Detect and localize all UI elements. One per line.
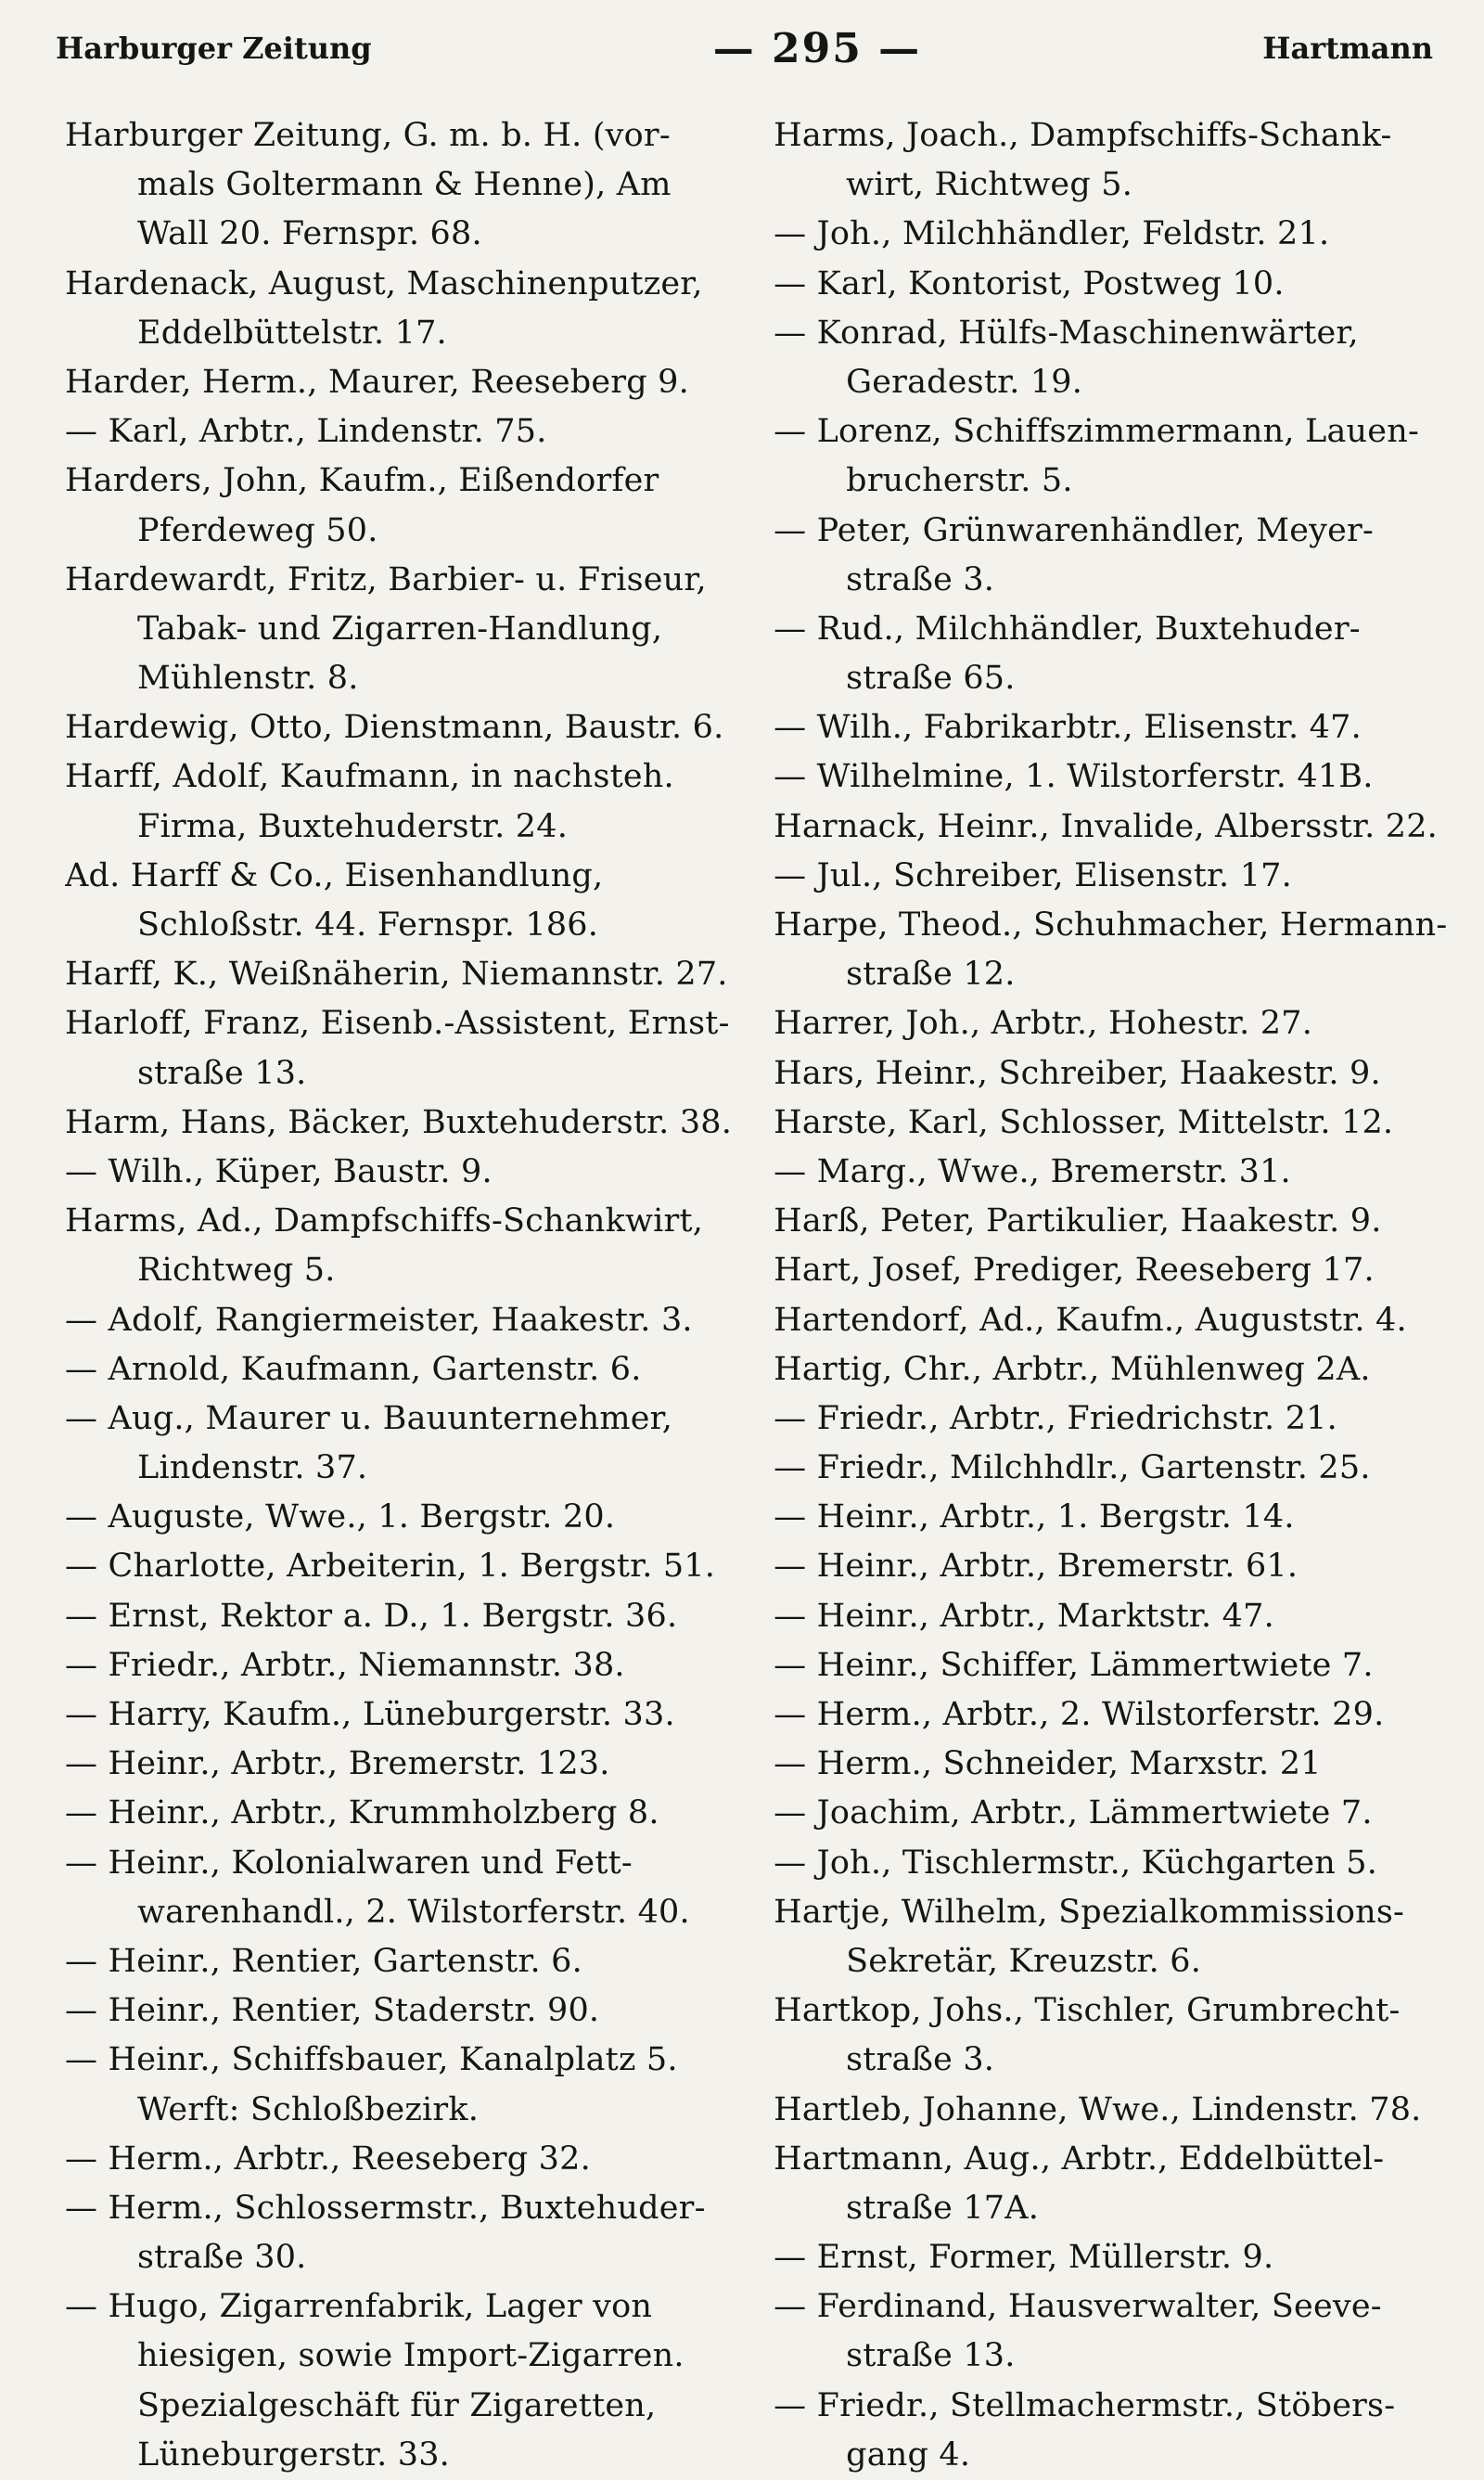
directory-entry-line: Harders, John, Kaufm., Eißendorfer <box>65 462 659 500</box>
directory-entry-line: — Heinr., Rentier, Staderstr. 90. <box>65 1992 600 2030</box>
directory-entry-line: Hartig, Chr., Arbtr., Mühlenweg 2A. <box>774 1350 1371 1388</box>
directory-entry-line: — Friedr., Arbtr., Niemannstr. 38. <box>65 1646 625 1684</box>
directory-entry-line: Spezialgeschäft für Zigaretten, <box>137 2386 657 2424</box>
directory-entry-line: — Herm., Schneider, Marxstr. 21 <box>774 1745 1322 1783</box>
directory-entry-line: — Heinr., Rentier, Gartenstr. 6. <box>65 1942 582 1980</box>
directory-entry-line: Harm, Hans, Bäcker, Buxtehuderstr. 38. <box>65 1103 733 1141</box>
directory-entry-line: Harpe, Theod., Schuhmacher, Hermann- <box>774 906 1448 944</box>
directory-entry-line: Hartkop, Johs., Tischler, Grumbrecht- <box>774 1992 1401 2030</box>
directory-entry-line: Harß, Peter, Partikulier, Haakestr. 9. <box>774 1202 1382 1240</box>
directory-entry-line: Mühlenstr. 8. <box>137 660 359 698</box>
directory-entry-line: wirt, Richtweg 5. <box>846 166 1133 204</box>
directory-entry-line: Pferdeweg 50. <box>137 511 378 549</box>
directory-entry-line: — Friedr., Milchhdlr., Gartenstr. 25. <box>774 1449 1371 1487</box>
directory-entry-line: straße 65. <box>846 660 1016 698</box>
directory-entry-line: Firma, Buxtehuderstr. 24. <box>137 807 569 845</box>
directory-entry-line: — Heinr., Arbtr., Marktstr. 47. <box>774 1597 1274 1635</box>
directory-entry-line: — Konrad, Hülfs-Maschinenwärter, <box>774 314 1359 352</box>
directory-entry-line: mals Goltermann & Henne), Am <box>137 166 672 204</box>
directory-entry-line: Hartendorf, Ad., Kaufm., Auguststr. 4. <box>774 1301 1407 1339</box>
directory-entry-line: — Wilhelmine, 1. Wilstorferstr. 41B. <box>774 758 1374 796</box>
directory-entry-line: — Heinr., Arbtr., 1. Bergstr. 14. <box>774 1498 1295 1536</box>
directory-entry-line: — Heinr., Arbtr., Krummholzberg 8. <box>65 1794 659 1832</box>
directory-entry-line: Harburger Zeitung, G. m. b. H. (vor- <box>65 117 671 154</box>
directory-entry-line: — Joachim, Arbtr., Lämmertwiete 7. <box>774 1794 1373 1832</box>
directory-entry-line: — Heinr., Schiffsbauer, Kanalplatz 5. <box>65 2041 678 2079</box>
directory-entry-line: Hardewig, Otto, Dienstmann, Baustr. 6. <box>65 709 724 747</box>
directory-entry-line: — Karl, Arbtr., Lindenstr. 75. <box>65 413 547 451</box>
directory-entry-line: Sekretär, Kreuzstr. 6. <box>846 1942 1202 1980</box>
directory-entry-line: — Heinr., Arbtr., Bremerstr. 123. <box>65 1745 610 1783</box>
directory-entry-line: — Heinr., Kolonialwaren und Fett- <box>65 1844 633 1882</box>
directory-entry-line: — Heinr., Arbtr., Bremerstr. 61. <box>774 1548 1298 1586</box>
header-right-catchword: Hartmann <box>1262 31 1433 66</box>
directory-entry-line: Richtweg 5. <box>137 1252 336 1290</box>
directory-entry-line: Lindenstr. 37. <box>137 1449 368 1487</box>
directory-entry-line: Werft: Schloßbezirk. <box>137 2090 480 2128</box>
directory-entry-line: Ad. Harff & Co., Eisenhandlung, <box>65 856 604 894</box>
running-header <box>56 20 1433 76</box>
directory-entry-line: — Auguste, Wwe., 1. Bergstr. 20. <box>65 1498 616 1536</box>
directory-entry-line: — Wilh., Küper, Baustr. 9. <box>65 1152 493 1190</box>
directory-entry-line: — Lorenz, Schiffszimmermann, Lauen- <box>774 413 1419 451</box>
directory-entry-line: — Marg., Wwe., Bremerstr. 31. <box>774 1152 1291 1190</box>
directory-entry-line: Hardewardt, Fritz, Barbier- u. Friseur, <box>65 560 707 598</box>
entry-columns <box>65 111 1448 2474</box>
left-column <box>65 111 755 2474</box>
directory-entry-line: Tabak- und Zigarren-Handlung, <box>137 610 663 648</box>
directory-entry-line: — Joh., Milchhändler, Feldstr. 21. <box>774 215 1330 253</box>
directory-entry-line: Geradestr. 19. <box>846 363 1083 401</box>
directory-entry-line: Harnack, Heinr., Invalide, Albersstr. 22. <box>774 807 1438 845</box>
directory-entry-line: Eddelbüttelstr. 17. <box>137 314 447 352</box>
directory-entry-line: — Friedr., Arbtr., Friedrichstr. 21. <box>774 1399 1337 1437</box>
directory-entry-line: Hart, Josef, Prediger, Reeseberg 17. <box>774 1252 1375 1290</box>
directory-entry-line: — Arnold, Kaufmann, Gartenstr. 6. <box>65 1350 642 1388</box>
directory-entry-line: — Herm., Arbtr., Reeseberg 32. <box>65 2139 591 2178</box>
right-column <box>774 111 1448 2474</box>
directory-entry-line: — Heinr., Schiffer, Lämmertwiete 7. <box>774 1646 1374 1684</box>
directory-entry-line: Hartleb, Johanne, Wwe., Lindenstr. 78. <box>774 2090 1422 2128</box>
directory-entry-line: Harms, Joach., Dampfschiffs-Schank- <box>774 117 1392 154</box>
directory-entry-line: — Hugo, Zigarrenfabrik, Lager von <box>65 2288 653 2326</box>
directory-entry-line: straße 12. <box>846 956 1016 994</box>
directory-entry-line: — Joh., Tischlermstr., Küchgarten 5. <box>774 1844 1378 1882</box>
directory-entry-line: — Harry, Kaufm., Lüneburgerstr. 33. <box>65 1696 675 1733</box>
directory-entry-line: gang 4. <box>846 2435 971 2474</box>
directory-entry-line: — Wilh., Fabrikarbtr., Elisenstr. 47. <box>774 709 1362 747</box>
directory-entry-line: brucherstr. 5. <box>846 462 1073 500</box>
directory-entry-line: Lüneburgerstr. 33. <box>137 2435 450 2474</box>
directory-entry-line: — Friedr., Stellmachermstr., Stöbers- <box>774 2386 1396 2424</box>
directory-entry-line: — Herm., Schlossermstr., Buxtehuder- <box>65 2189 706 2227</box>
directory-entry-line: — Aug., Maurer u. Bauunternehmer, <box>65 1399 673 1437</box>
directory-entry-line: — Jul., Schreiber, Elisenstr. 17. <box>774 856 1292 894</box>
directory-entry-line: — Peter, Grünwarenhändler, Meyer- <box>774 511 1374 549</box>
directory-entry-line: Hartmann, Aug., Arbtr., Eddelbüttel- <box>774 2139 1385 2178</box>
directory-entry-line: — Herm., Arbtr., 2. Wilstorferstr. 29. <box>774 1696 1385 1733</box>
directory-entry-line: Hardenack, August, Maschinenputzer, <box>65 264 703 302</box>
directory-entry-line: Schloßstr. 44. Fernspr. 186. <box>137 906 599 944</box>
directory-entry-line: straße 13. <box>846 2337 1016 2375</box>
directory-entry-line: — Ernst, Former, Müllerstr. 9. <box>774 2239 1274 2277</box>
directory-entry-line: hiesigen, sowie Import-Zigarren. <box>137 2337 684 2375</box>
directory-entry-line: — Karl, Kontorist, Postweg 10. <box>774 264 1285 302</box>
header-left-catchword: Harburger Zeitung <box>56 31 372 66</box>
directory-entry-line: — Rud., Milchhändler, Buxtehuder- <box>774 610 1361 648</box>
directory-entry-line: Harff, Adolf, Kaufmann, in nachsteh. <box>65 758 674 796</box>
directory-entry-line: Harloff, Franz, Eisenb.-Assistent, Ernst- <box>65 1005 730 1043</box>
directory-entry-line: Hars, Heinr., Schreiber, Haakestr. 9. <box>774 1054 1381 1092</box>
directory-entry-line: — Ferdinand, Hausverwalter, Seeve- <box>774 2288 1382 2326</box>
directory-entry-line: Harms, Ad., Dampfschiffs-Schankwirt, <box>65 1202 704 1240</box>
directory-entry-line: Hartje, Wilhelm, Spezialkommissions- <box>774 1893 1405 1931</box>
directory-entry-line: — Adolf, Rangiermeister, Haakestr. 3. <box>65 1301 693 1339</box>
directory-entry-line: Wall 20. Fernspr. 68. <box>137 215 482 253</box>
directory-entry-line: Harste, Karl, Schlosser, Mittelstr. 12. <box>774 1103 1394 1141</box>
directory-entry-line: straße 3. <box>846 560 995 598</box>
directory-entry-line: — Ernst, Rektor a. D., 1. Bergstr. 36. <box>65 1597 678 1635</box>
directory-entry-line: Harder, Herm., Maurer, Reeseberg 9. <box>65 363 689 401</box>
page-number: — 295 — <box>712 24 922 72</box>
directory-entry-line: — Charlotte, Arbeiterin, 1. Bergstr. 51. <box>65 1548 716 1586</box>
directory-entry-line: straße 30. <box>137 2239 307 2277</box>
directory-entry-line: straße 3. <box>846 2041 995 2079</box>
directory-entry-line: straße 13. <box>137 1054 307 1092</box>
directory-entry-line: Harrer, Joh., Arbtr., Hohestr. 27. <box>774 1005 1313 1043</box>
directory-entry-line: Harff, K., Weißnäherin, Niemannstr. 27. <box>65 956 728 994</box>
directory-entry-line: warenhandl., 2. Wilstorferstr. 40. <box>137 1893 690 1931</box>
directory-entry-line: straße 17A. <box>846 2189 1040 2227</box>
